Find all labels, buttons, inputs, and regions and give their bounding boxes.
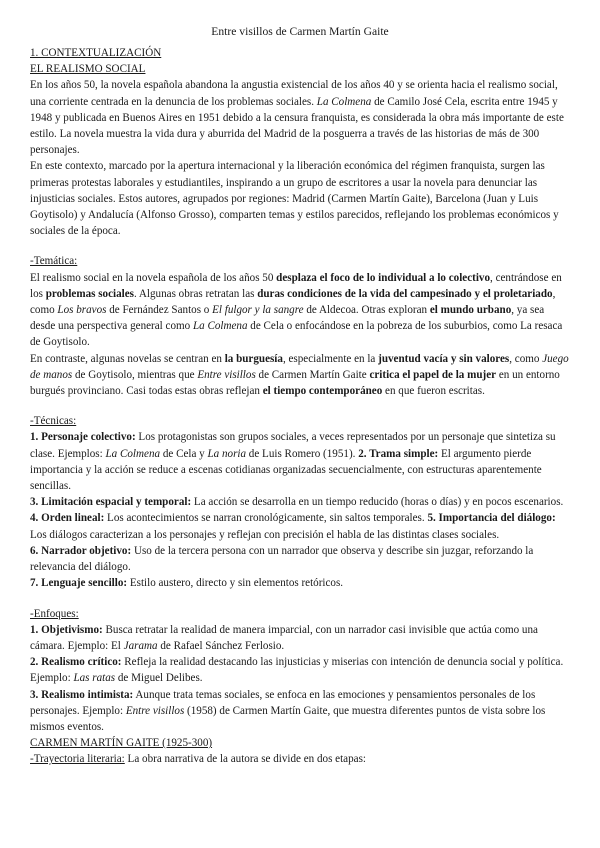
heading-tematica: -Temática: — [30, 255, 78, 268]
paragraph-context-1: En los años 50, la novela española abandona la angustia existencial de los años 40 y se orienta hacia el realismo social, una corriente centrada en la denuncia de los problemas sociales. La Colmena de Camilo José Cela, escrita entre 1945 y 1948 y publicada en Buenos Aires en 1951 debido a la censura franquista, es considerada la obra más importante de este estilo. La novela muestra la vida dura y aburrida del Madrid de la posguerra a través de las historias de más de 300 personajes. — [30, 79, 564, 157]
enfoque-item-2: 2. Realismo crítico: Refleja la realidad destacando las injusticias y miserias con intención de denuncia social y política. Ejemplo: Las ratas de Miguel Delibes. — [30, 656, 564, 685]
paragraph-tematica-1: El realismo social en la novela española de los años 50 desplaza el foco de lo individual a lo colectivo, centrándose en los problemas sociales. Algunas obras retratan las duras condiciones de la vida del campesinado y el proletariado, como Los bravos de Fernández Santos o El fulgor y la sangre de Aldecoa. Otras exploran el mundo urbano, ya sea desde una perspectiva general como La Colmena de Cela o enfocándose en la pobreza de los suburbios, como La resaca de Goytisolo. — [30, 271, 563, 349]
paragraph-context-2: En este contexto, marcado por la apertura internacional y la liberación económica del régimen franquista, surgen las primeras protestas laborales y estudiantiles, inspirando a un grupo de escritores a usar la novela para denunciar las injusticias sociales. Estos autores, agrupados por regiones: Madrid (Carmen Martín Gaite), Barcelona (Juan y Luis Goytisolo) y Andalucía (Alfonso Grosso), comparten temas y estilos parecidos, reflejando los problemas económicos y sociales de la época. — [30, 160, 559, 238]
tecnica-item-6: 6. Narrador objetivo: Uso de la tercera persona con un narrador que observa y describe sin juzgar, reforzando la relevancia del diálogo. — [30, 544, 534, 574]
heading-tecnicas: -Técnicas: — [30, 415, 77, 428]
heading-autora: CARMEN MARTÍN GAITE (1925-300) — [30, 737, 213, 750]
enfoque-item-3: 3. Realismo intimista: Aunque trata temas sociales, se enfoca en las emociones y pensamientos personales de los personajes. Ejemplo: Entre visillos (1958) de Carmen Martín Gaite, que muestra diferentes puntos de vista sobre los mismos eventos. — [30, 688, 546, 733]
document-title: Entre visillos de Carmen Martín Gaite — [211, 25, 389, 38]
tecnica-item-3: 3. Limitación espacial y temporal: La acción se desarrolla en un tiempo reducido (horas o días) y en pocos escenarios. — [30, 496, 564, 509]
heading-enfoques: -Enfoques: — [30, 607, 79, 620]
subheading-realismo-social: EL REALISMO SOCIAL — [30, 63, 146, 76]
paragraph-trayectoria: -Trayectoria literaria: La obra narrativa de la autora se divide en dos etapas: — [30, 753, 366, 766]
enfoque-item-1: 1. Objetivismo: Busca retratar la realidad de manera imparcial, con un narrador casi invisible que actúa como una cámara. Ejemplo: El Jarama de Rafael Sánchez Ferlosio. — [30, 623, 538, 652]
tecnica-item-1-2: 1. Personaje colectivo: Los protagonistas son grupos sociales, a veces representados por un personaje que sintetiza su clase. Ejemplos: La Colmena de Cela y La noria de Luis Romero (1951). 2. Trama simple: El argumento pierde importancia y la acción se reduce a escenas cotidianas organizadas secuencialmente, con estructuras aparentemente sencillas. — [30, 431, 556, 493]
tecnica-item-4-5: 4. Orden lineal: Los acontecimientos se narran cronológicamente, sin saltos temporales. 5. Importancia del diálogo: Los diálogos caracterizan a los personajes y reflejan con precisión el habla de las distintas clases sociales. — [30, 512, 556, 541]
section-heading-contextualizacion: 1. CONTEXTUALIZACIÓN — [30, 47, 162, 59]
tecnica-item-7: 7. Lenguaje sencillo: Estilo austero, directo y sin elementos retóricos. — [30, 577, 344, 590]
paragraph-tematica-2: En contraste, algunas novelas se centran en la burguesía, especialmente en la juventud vacía y sin valores, como Juego de manos de Goytisolo, mientras que Entre visillos de Carmen Martín Gaite critica el papel de la mujer en un entorno burgués provinciano. Casi todas estas obras reflejan el tiempo contemporáneo en que fueron escritas. — [30, 352, 569, 398]
